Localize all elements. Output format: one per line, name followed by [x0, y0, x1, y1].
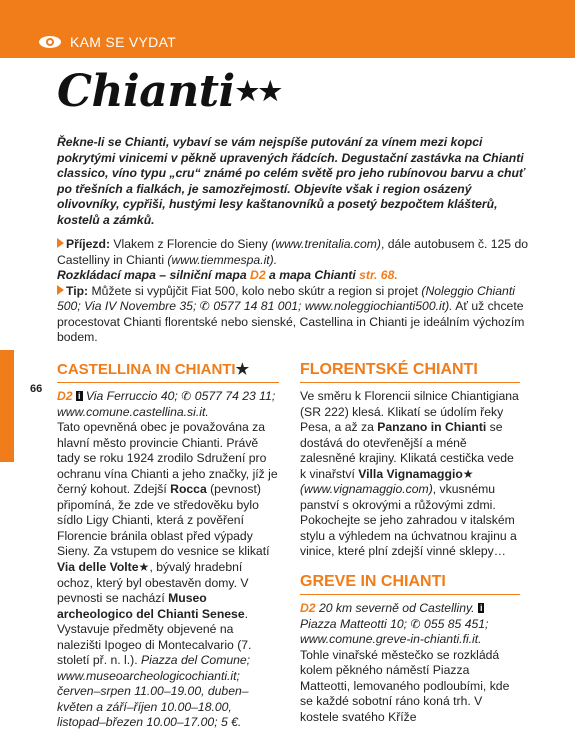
phone-icon: ✆: [181, 389, 192, 403]
museum-highlight: Museo archeologico del Chianti Senese: [57, 591, 245, 621]
greve-contact: [300, 601, 520, 648]
tip-info: [57, 284, 537, 346]
star-icon: ★: [138, 560, 150, 575]
greve-address: Piazza Matteotti 10;: [300, 616, 408, 631]
rating-stars: ★★: [235, 77, 282, 107]
page-title: [57, 62, 281, 122]
map-code: D2: [250, 268, 266, 282]
column-castellina: [57, 360, 279, 731]
arrival-link-2[interactable]: (www.tiemmespa.it).: [167, 252, 278, 267]
greve-heading: GREVE IN CHIANTI: [300, 572, 520, 595]
section-label: KAM SE VYDAT: [70, 34, 177, 50]
florentske-text: Ve směru k Florencii silnice Chiantigiana (SR 222) klesá. Klikatí se údolím řeky Pesa, a až za: [300, 389, 519, 435]
section-banner: [0, 0, 575, 58]
castellina-address: Via Ferruccio 40;: [85, 389, 178, 403]
info-icon: i: [479, 603, 483, 614]
map-text-2: a mapa Chianti: [269, 268, 356, 282]
florentske-text-3: , vkusnému panství s okrovými a růžovými zdmi. Pokochejte se jeho zahradou v italském stylu a výhledem na úchvatnou krajinu a vinice, které plní zdejší vinné sklepy…: [300, 482, 517, 559]
greve-phone[interactable]: 055 85 451; www.comune.greve-in-chianti.fi.it.: [300, 616, 489, 647]
castellina-title: CASTELLINA IN CHIANTI: [57, 361, 236, 378]
star-icon: ★: [235, 361, 250, 378]
arrival-info: [57, 237, 537, 268]
map-info: [57, 268, 537, 284]
column-florentske: [300, 360, 520, 725]
phone-icon: ✆: [410, 616, 421, 631]
intro-paragraph: Řekne-li se Chianti, vybaví se vám nejspíše putování za vínem mezi kopci pokrytými vinicemi v pěkně upravených řádcích. Degustační zastávka na Chianti classico, víno typu „cru“ známé po celém světě pro jeho rubínovou barvu a chuť po třešních a fialkách, je samozřejmostí. Objevíte však i region osázený olivovníky, cypřiši, hustými lesy kaštanovníků a posetý bezpočtem klášterů, kostelů a zámků.: [57, 135, 525, 227]
arrival-text: Vlakem z Florencie do Sieny: [113, 237, 268, 251]
florentske-heading: FLORENTSKÉ CHIANTI: [300, 360, 520, 383]
arrival-text-2: , dále autobusem č. 125 do Castelliny in Chianti: [57, 237, 529, 267]
page-number: 66: [30, 383, 43, 395]
florentske-text-2: se dostává do otevřenější a méně zalesněné krajiny. Klikatá cestička vede k vinařství: [300, 420, 514, 481]
tip-text: Můžete si vypůjčit Fiat 500, kolo nebo skútr a region si projet: [91, 283, 419, 298]
panzano-highlight: Panzano in Chianti: [377, 420, 487, 435]
arrival-link[interactable]: (www.trenitalia.com): [271, 237, 381, 251]
map-code: D2: [300, 601, 316, 616]
tip-end: Ať už chcete procestovat Chianti florentské nebo sienské, Castellina in Chianti je ideálním výchozím bodem.: [57, 299, 525, 344]
eye-icon: [38, 35, 62, 49]
practical-info: [57, 237, 537, 346]
castellina-text-2: (pevnost) připomíná, že zde ve středověku bylo sídlo Ligy Chianti, která z pověření Florencie bránila oblast před výpady Sieny. Za vstupem do vesnice se klikatí: [57, 482, 270, 559]
castellina-phone[interactable]: 0577 74 23 11; www.comune.castellina.si.it.: [57, 389, 276, 419]
page-edge-tab: [0, 350, 14, 462]
tip-contact: (Noleggio Chianti 500; Via IV Novembre 35;: [57, 283, 515, 313]
arrow-right-icon: [57, 238, 64, 248]
info-icon: i: [77, 391, 81, 401]
castellina-contact: [57, 389, 279, 420]
title-text: Chianti: [57, 66, 235, 117]
greve-body: Tohle vinařské městečko se rozkládá kolem pěkného náměstí Piazza Matteotti, lemovaného podloubími, kde se každé sobotní ráno koná trh. V kostele svatého Kříže: [300, 647, 510, 724]
map-page-ref[interactable]: str. 68.: [359, 268, 398, 282]
tip-label: Tip:: [66, 283, 89, 298]
map-text: Rozkládací mapa – silniční mapa: [57, 268, 247, 282]
tip-phone[interactable]: 0577 14 81 001; www.noleggiochianti500.it).: [213, 299, 453, 313]
villa-highlight: Villa Vignamaggio: [358, 466, 463, 481]
rocca-highlight: Rocca: [170, 482, 207, 497]
via-volte-highlight: Via delle Volte: [57, 560, 139, 575]
castellina-text-4: . Vystavuje předměty objevené na nalezišti Ipogeo di Montecalvario (7. století př. n. l.).: [57, 606, 252, 668]
villa-link[interactable]: (www.vignamaggio.com): [300, 482, 433, 497]
greve-distance: 20 km severně od Castelliny.: [318, 601, 475, 616]
castellina-heading: [57, 360, 279, 383]
star-icon: ★: [462, 466, 474, 481]
florentske-body: [300, 389, 520, 560]
map-code: D2: [57, 389, 73, 403]
arrival-label: Příjezd:: [66, 237, 111, 251]
arrow-right-icon: [57, 285, 64, 295]
castellina-text: Tato opevněná obec je považována za hlavní město provincie Chianti. Právě tady se roku 1924 zrodilo Sdružení pro ochranu vína Chianti a jeho značky, jíž je černý kohout. Zdejší: [57, 420, 278, 497]
museum-info: Piazza del Comune; www.museoarcheologicochianti.it; červen–srpen 11.00–19.00, duben–květen a září–říjen 10.00–18.00, listopad–březen 10.00–17.00; 5 €.: [57, 653, 251, 730]
castellina-body: [57, 420, 279, 731]
castellina-text-3: , bývalý hradební ochoz, který byl obestavěn domy. V pevnosti se nachází: [57, 560, 249, 606]
phone-icon: ✆: [199, 299, 210, 313]
